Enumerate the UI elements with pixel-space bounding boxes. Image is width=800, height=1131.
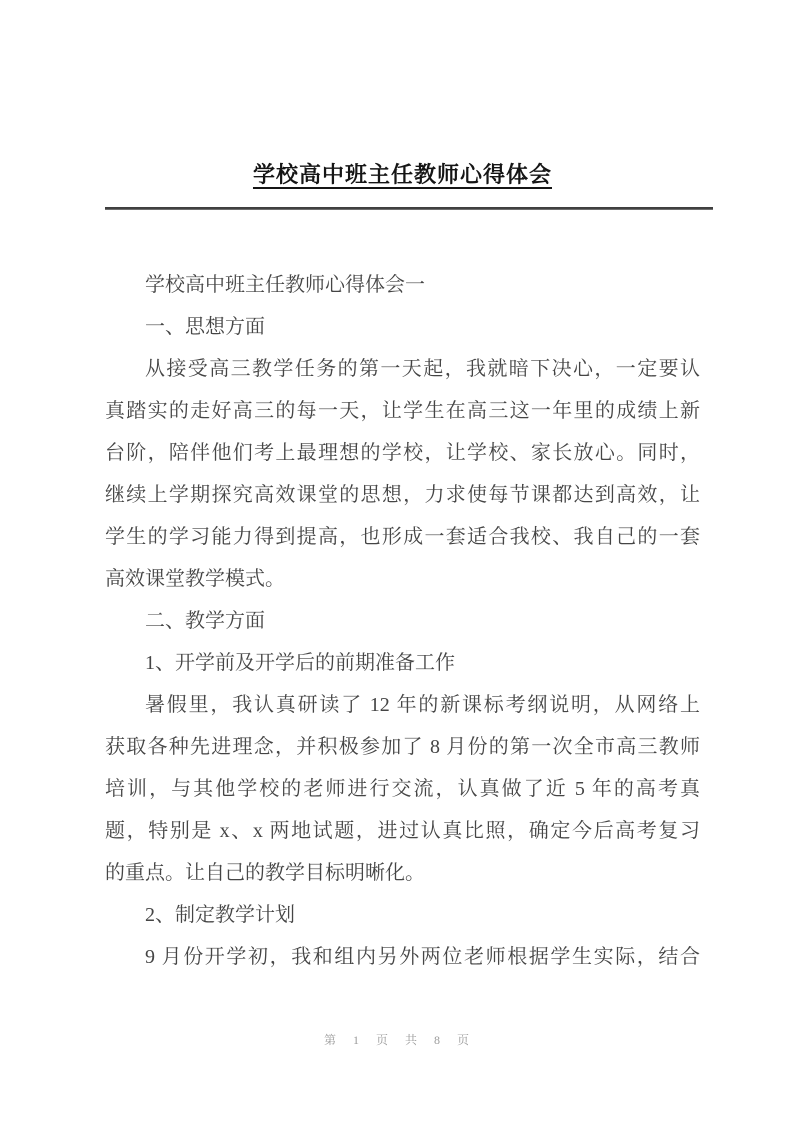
title-divider-rule [105, 207, 713, 210]
document-body [105, 264, 700, 978]
body-line: 培训，与其他学校的老师进行交流，认真做了近 5 年的高考真 [105, 778, 700, 800]
body-line: 从接受高三教学任务的第一天起，我就暗下决心，一定要认 [145, 358, 700, 380]
document-title: 学校高中班主任教师心得体会 [252, 162, 552, 187]
body-line: 9 月份开学初，我和组内另外两位老师根据学生实际，结合 [145, 946, 700, 968]
body-line: 学校高中班主任教师心得体会一 [145, 274, 425, 296]
body-line: 1、开学前及开学后的前期准备工作 [145, 652, 455, 674]
body-line: 2、制定教学计划 [145, 904, 295, 926]
body-line: 真踏实的走好高三的每一天，让学生在高三这一年里的成绩上新 [105, 400, 700, 422]
body-line: 一、思想方面 [145, 316, 265, 338]
body-line: 的重点。让自己的教学目标明晰化。 [105, 862, 425, 884]
body-line: 获取各种先进理念，并积极参加了 8 月份的第一次全市高三教师 [105, 736, 700, 758]
body-line: 学生的学习能力得到提高，也形成一套适合我校、我自己的一套 [105, 526, 700, 548]
body-line: 台阶，陪伴他们考上最理想的学校，让学校、家长放心。同时， [105, 442, 700, 464]
body-line: 题，特别是 x、x 两地试题，进过认真比照，确定今后高考复习 [105, 820, 700, 842]
body-line: 暑假里，我认真研读了 12 年的新课标考纲说明，从网络上 [145, 694, 700, 716]
page-footer: 第 1 页 共 8 页 [323, 1033, 476, 1047]
body-line: 二、教学方面 [145, 610, 265, 632]
body-line: 继续上学期探究高效课堂的思想，力求使每节课都达到高效，让 [105, 484, 700, 506]
body-line: 高效课堂教学模式。 [105, 568, 285, 590]
